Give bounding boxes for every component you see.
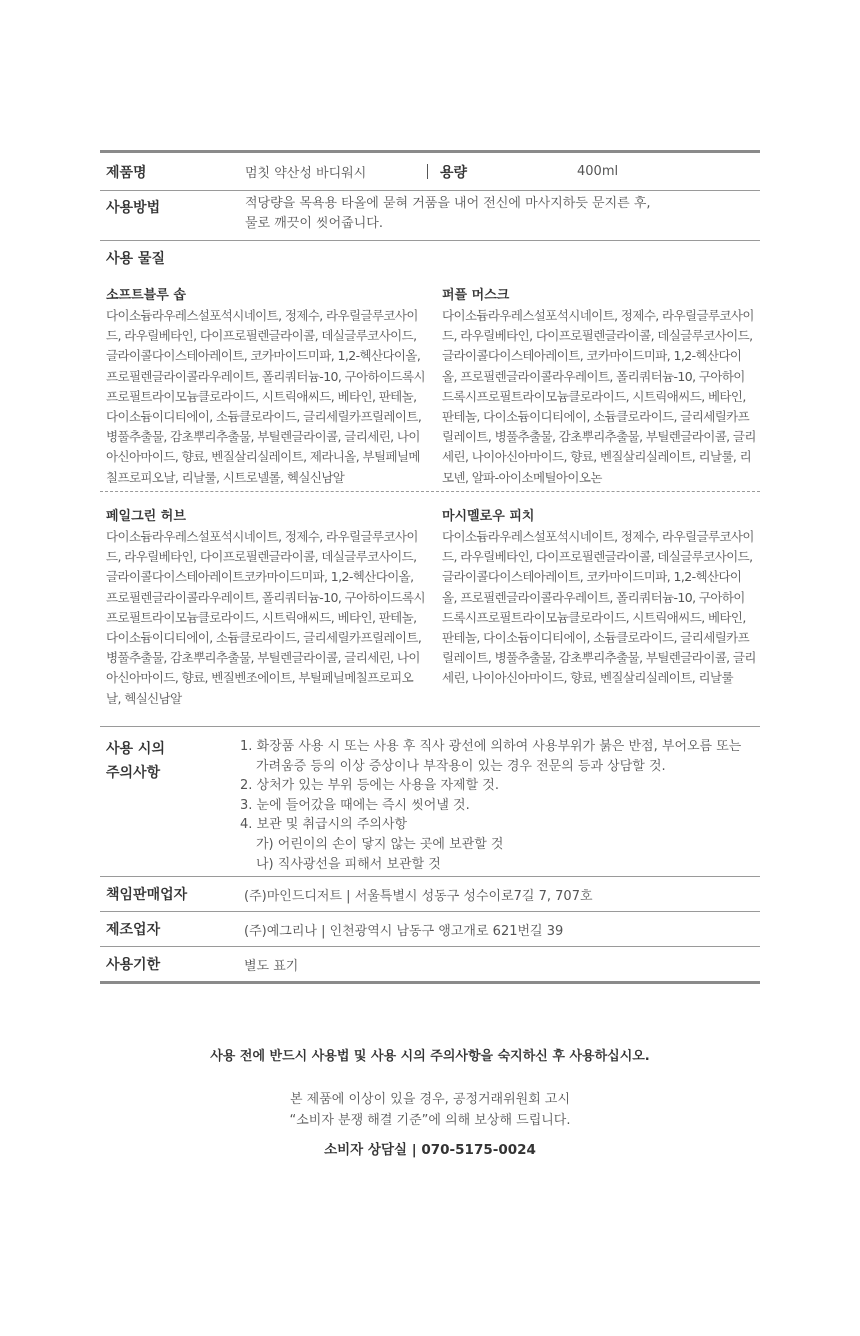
expiry-value: 별도 표기	[244, 958, 299, 974]
caution-list	[240, 737, 741, 876]
compensation-line: 본 제품에 이상이 있을 경우, 공정거래위원회 고시	[289, 1092, 571, 1107]
product-name-value: 멈칫 약산성 바디워시	[245, 166, 367, 181]
usage-row	[100, 191, 760, 241]
seller-value: (주)마인드디저트 | 서울특별시 성동구 성수이로7길 7, 707호	[244, 888, 593, 904]
caution-label-line: 주의사항	[106, 765, 161, 781]
ingredient-title: 퍼플 머스크	[442, 288, 510, 303]
ingredient-block-soft-blue	[100, 285, 430, 491]
usage-text	[245, 191, 651, 240]
ingredient-text: 다이소듐라우레스설포석시네이트, 정제수, 라우릴글루코사이드, 라우릴베타인, 다이프로필렌글라이콜, 데실글루코사이드, 글라이콜다이스테아레이트, 코카마이드미파, 1,2-헥산다이올, 프로필렌글라이콜라우레이트, 폴리쿼터늄-10, 구아하이드록시프로필트라이모늄클로라이드, 시트릭애씨드, 베타인, 판테놀, 다이소듐이디티에이, 소듐클로라이드, 글리세릴카프릴레이트, 병풀추출물, 감초뿌리추출물, 부틸렌글라이콜, 글리세린, 나이아신아마이드, 향료, 벤질살리실레이트, 리날룰	[442, 529, 756, 686]
volume-value: 400ml	[577, 164, 619, 179]
ingredient-block-purple-musk	[430, 285, 760, 491]
usage-line: 적당량을 목욕용 타올에 묻혀 거품을 내어 전신에 마사지하듯 문지른 후,	[245, 196, 651, 211]
volume-label: 용량	[440, 164, 468, 181]
caution-item: 가려움증 등의 이상 증상이나 부작용이 있는 경우 전문의 등과 상담할 것.	[256, 758, 666, 774]
ingredient-text: 다이소듐라우레스설포석시네이트, 정제수, 라우릴글루코사이드, 라우릴베타인, 다이프로필렌글라이콜, 데실글루코사이드, 글라이콜다이스테아레이트, 코카마이드미파, 1,2-헥산다이올, 프로필렌글라이콜라우레이트, 폴리쿼터늄-10, 구아하이드록시프로필트라이모늄클로라이드, 시트릭애씨드, 베타인, 판테놀, 다이소듐이디티에이, 소듐클로라이드, 글리세릴카프릴레이트, 병풀추출물, 감초뿌리추출물, 부틸렌글라이콜, 글리세린, 나이아신아마이드, 향료, 벤질살리실레이트, 제라니올, 부틸페닐메칠프로피오날, 리날룰, 시트로넬롤, 헥실신남알	[106, 308, 425, 485]
seller-row	[100, 877, 760, 912]
manufacturer-value: (주)예그리나 | 인천광역시 남동구 앵고개로 621번길 39	[244, 923, 564, 939]
bottom-rule	[100, 981, 760, 984]
compensation-line: “소비자 분쟁 해결 기준”에 의해 보상해 드립니다.	[289, 1113, 571, 1128]
usage-line: 물로 깨끗이 씻어줍니다.	[245, 216, 383, 231]
ingredients-header: 사용 물질	[106, 251, 165, 267]
caution-label	[100, 737, 240, 876]
caution-label-line: 사용 시의	[106, 741, 165, 757]
ingredients-grid	[100, 275, 760, 491]
caution-sub-item: 가) 어린이의 손이 닿지 않는 곳에 보관할 것	[256, 836, 504, 852]
ingredient-text: 다이소듐라우레스설포석시네이트, 정제수, 라우릴글루코사이드, 라우릴베타인, 다이프로필렌글라이콜, 데실글루코사이드, 글라이콜다이스테아레이트코카마이드미파, 1,2-헥산다이올, 프로필렌글라이콜라우레이트, 폴리쿼터늄-10, 구아하이드록시프로필트라이모늄클로라이드, 시트릭애씨드, 베타인, 판테놀, 다이소듐이디티에이, 소듐클로라이드, 글리세릴카프릴레이트, 병풀추출물, 감초뿌리추출물, 부틸렌글라이콜, 글리세린, 나이아신아마이드, 향료, 벤질벤조에이트, 부틸페닐메칠프로피오날, 헥실신남알	[106, 529, 425, 706]
product-info-sheet	[100, 150, 760, 984]
consumer-contact: 소비자 상담실 | 070-5175-0024	[324, 1142, 536, 1158]
caution-sub-item: 나) 직사광선을 피해서 보관할 것	[256, 856, 441, 872]
usage-notice: 사용 전에 반드시 사용법 및 사용 시의 주의사항을 숙지하신 후 사용하십시오.	[210, 1049, 650, 1064]
manufacturer-row	[100, 912, 760, 947]
caution-item: 2. 상처가 있는 부위 등에는 사용을 자제할 것.	[240, 778, 499, 794]
column-divider	[427, 164, 428, 179]
expiry-row	[100, 947, 760, 981]
ingredient-title: 페일그린 허브	[106, 509, 186, 524]
ingredient-block-marshmallow-peach	[430, 506, 760, 726]
ingredient-block-pale-green	[100, 506, 430, 726]
manufacturer-label: 제조업자	[106, 922, 161, 938]
ingredient-title: 소프트블루 솝	[106, 288, 186, 303]
seller-label: 책임판매업자	[106, 887, 188, 903]
product-name-label: 제품명	[106, 164, 147, 181]
product-row	[100, 153, 760, 191]
expiry-label: 사용기한	[106, 957, 161, 973]
usage-label: 사용방법	[106, 200, 161, 216]
ingredients-grid	[100, 492, 760, 726]
caution-item: 1. 화장품 사용 시 또는 사용 후 직사 광선에 의하여 사용부위가 붉은 반점, 부어오름 또는	[240, 739, 742, 754]
ingredient-text: 다이소듐라우레스설포석시네이트, 정제수, 라우릴글루코사이드, 라우릴베타인, 다이프로필렌글라이콜, 데실글루코사이드, 글라이콜다이스테아레이트, 코카마이드미파, 1,2-헥산다이올, 프로필렌글라이콜라우레이트, 폴리쿼터늄-10, 구아하이드록시프로필트라이모늄클로라이드, 시트릭애씨드, 베타인, 판테놀, 다이소듐이디티에이, 소듐클로라이드, 글리세릴카프릴레이트, 병풀추출물, 감초뿌리추출물, 부틸렌글라이콜, 글리세린, 나이아신아마이드, 향료, 벤질살리실레이트, 리날룰, 리모넨, 알파-아이소메틸아이오논	[442, 308, 756, 485]
caution-row	[100, 726, 760, 877]
caution-item: 3. 눈에 들어갔을 때에는 즉시 씻어낼 것.	[240, 797, 470, 813]
ingredient-title: 마시멜로우 피치	[442, 509, 535, 524]
caution-item: 4. 보관 및 취급시의 주의사항	[240, 817, 408, 833]
compensation-notice	[0, 1089, 860, 1131]
